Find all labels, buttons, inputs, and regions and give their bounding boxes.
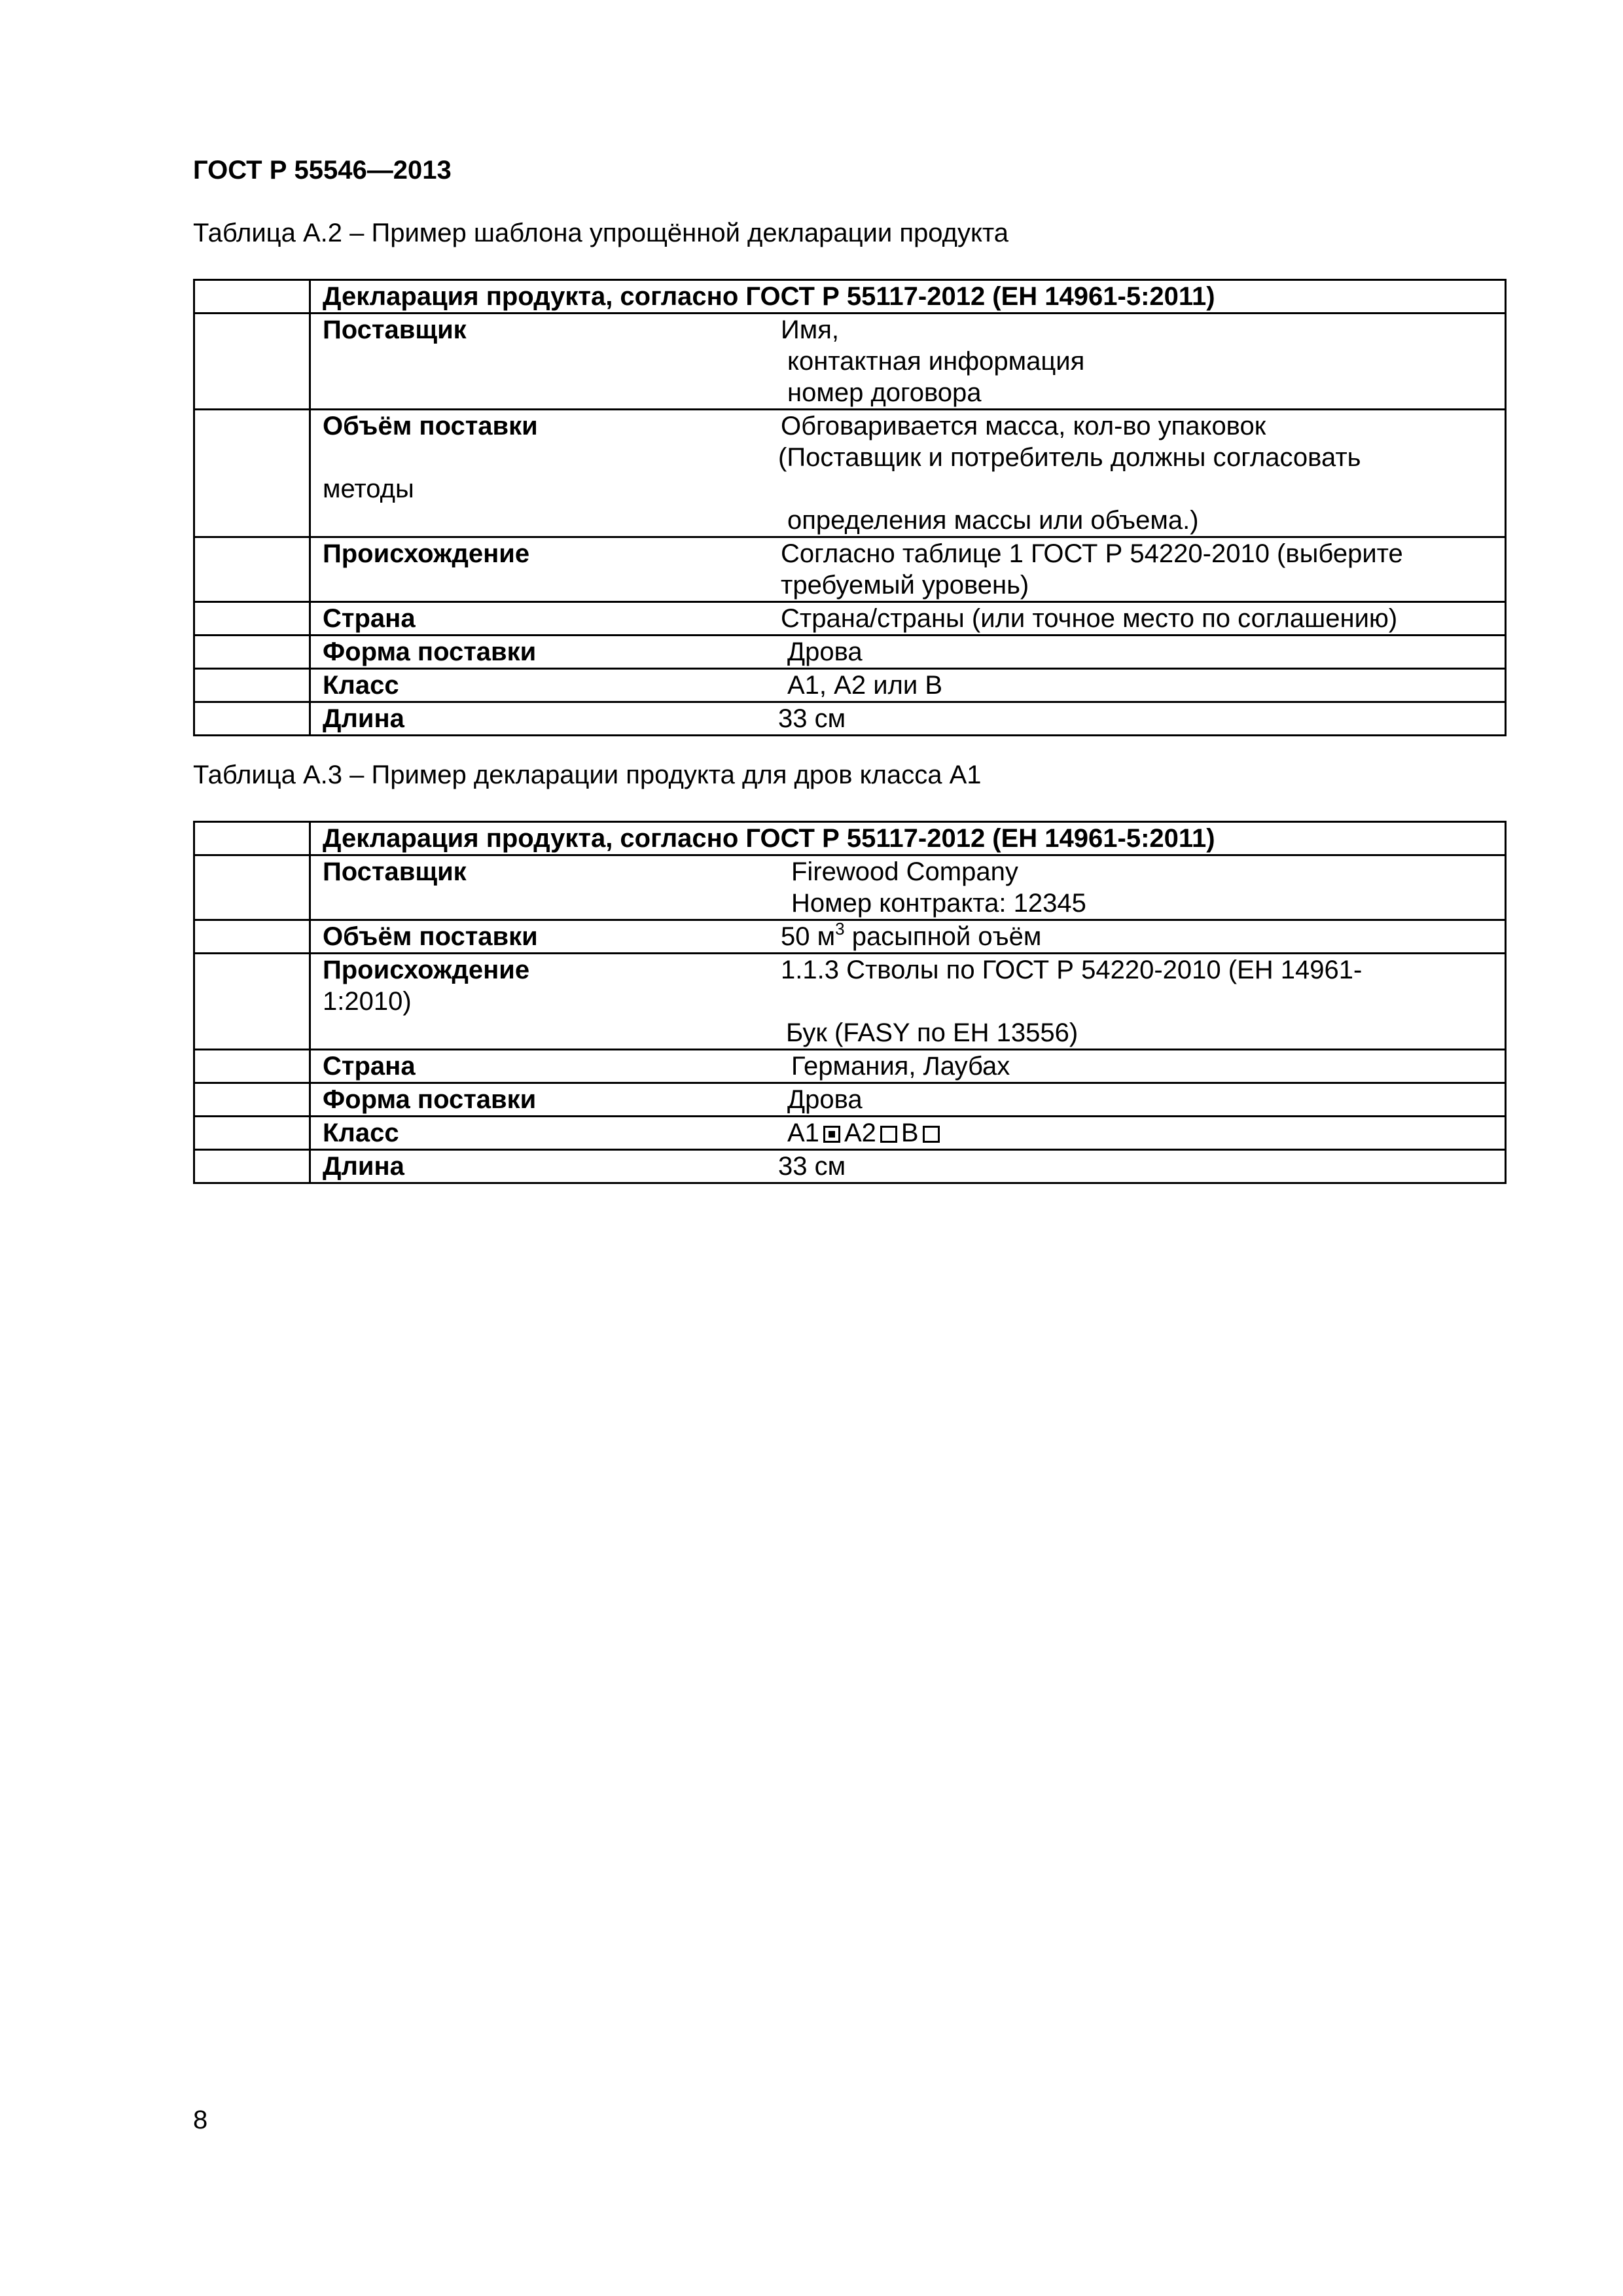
table-cell-empty — [194, 822, 310, 855]
row-value-origin — [781, 538, 1505, 601]
row-value-country: Германия, Лаубах — [791, 1052, 1010, 1081]
row-value-supplier — [781, 314, 1505, 408]
row-value-volume — [781, 921, 1505, 952]
table-row — [194, 636, 1506, 669]
row-label-class: Класс — [323, 1119, 399, 1147]
table-a2-caption: Таблица А.2 – Пример шаблона упрощённой декларации продукта — [193, 219, 1009, 247]
value-text: расыпной оъём — [844, 922, 1042, 951]
row-value-country: Страна/страны (или точное место по соглашению) — [781, 604, 1398, 633]
table-cell-empty — [194, 1050, 310, 1083]
table-row — [194, 537, 1506, 602]
table-header-cell — [310, 822, 1506, 855]
table-cell-empty — [194, 636, 310, 669]
value-line: Имя, — [781, 315, 840, 344]
row-label-origin: Происхождение — [323, 539, 530, 568]
table-a2 — [193, 279, 1507, 736]
table-cell — [310, 702, 1506, 736]
table-cell — [310, 954, 1506, 1050]
table-row — [194, 1083, 1506, 1117]
row-label-supplier: Поставщик — [323, 857, 467, 886]
value-line: Бук (FASY по ЕН 13556) — [786, 1018, 1079, 1047]
table-cell — [310, 1050, 1506, 1083]
value-line: методы — [323, 475, 414, 503]
value-line: 1.1.3 Стволы по ГОСТ Р 54220-2010 (ЕН 14961- — [781, 956, 1363, 984]
value-line: Обговаривается масса, кол-во упаковок — [781, 412, 1266, 440]
value-line: Firewood Company — [791, 857, 1018, 886]
declaration-title: Декларация продукта, согласно ГОСТ Р 55117-2012 (ЕН 14961-5:2011) — [323, 282, 1215, 311]
table-header-cell — [310, 280, 1506, 314]
row-label-volume: Объём поставки — [323, 412, 538, 440]
table-cell — [310, 669, 1506, 702]
row-label-form: Форма поставки — [323, 637, 537, 666]
page-number: 8 — [193, 2106, 208, 2134]
row-label-origin: Происхождение — [323, 956, 530, 984]
value-line: номер договора — [787, 378, 982, 407]
row-label-country: Страна — [323, 1052, 416, 1081]
row-label-class: Класс — [323, 671, 399, 700]
row-label-length: Длина — [323, 704, 404, 733]
value-text: 50 м — [781, 922, 836, 951]
value-line: Согласно таблице 1 ГОСТ Р 54220-2010 (выберите — [781, 539, 1403, 568]
row-value-class: А1, А2 или В — [787, 671, 943, 700]
table-row — [194, 920, 1506, 954]
table-cell — [310, 1083, 1506, 1117]
table-cell — [310, 1150, 1506, 1183]
table-cell — [310, 314, 1506, 410]
table-cell-empty — [194, 314, 310, 410]
table-cell — [310, 636, 1506, 669]
checkbox-a1[interactable] — [823, 1126, 840, 1143]
table-cell-empty — [194, 602, 310, 636]
row-value-origin — [781, 954, 1505, 986]
table-row — [194, 280, 1506, 314]
table-cell-empty — [194, 855, 310, 920]
table-cell-empty — [194, 954, 310, 1050]
row-label-supplier: Поставщик — [323, 315, 467, 344]
table-cell — [310, 920, 1506, 954]
document-header: ГОСТ Р 55546—2013 — [193, 156, 452, 185]
row-value-length: 33 см — [778, 1152, 846, 1181]
table-row — [194, 410, 1506, 537]
table-cell — [310, 410, 1506, 537]
table-row — [194, 1050, 1506, 1083]
table-cell-empty — [194, 537, 310, 602]
row-label-form: Форма поставки — [323, 1085, 537, 1114]
row-label-volume: Объём поставки — [323, 922, 538, 951]
table-row — [194, 702, 1506, 736]
row-label-country: Страна — [323, 604, 416, 633]
table-cell-empty — [194, 1117, 310, 1150]
table-row — [194, 1117, 1506, 1150]
table-cell-empty — [194, 410, 310, 537]
table-a3-caption: Таблица А.3 – Пример декларации продукта для дров класса А1 — [193, 761, 982, 789]
class-option-label: А2 — [844, 1119, 876, 1147]
table-row — [194, 822, 1506, 855]
row-label-length: Длина — [323, 1152, 404, 1181]
table-row — [194, 314, 1506, 410]
class-option-label: В — [901, 1119, 919, 1147]
value-line: контактная информация — [787, 347, 1085, 376]
checkbox-a2[interactable] — [880, 1126, 897, 1143]
table-row — [194, 855, 1506, 920]
row-value-length: 33 см — [778, 704, 846, 733]
class-option-label: А1 — [787, 1119, 819, 1147]
table-cell — [310, 855, 1506, 920]
row-value-supplier — [781, 856, 1505, 919]
table-row — [194, 954, 1506, 1050]
table-cell-empty — [194, 920, 310, 954]
table-row — [194, 602, 1506, 636]
value-line: определения массы или объема.) — [787, 506, 1199, 535]
row-value-volume — [778, 410, 1505, 473]
row-value-class — [781, 1117, 1505, 1149]
declaration-title: Декларация продукта, согласно ГОСТ Р 55117-2012 (ЕН 14961-5:2011) — [323, 824, 1215, 853]
table-cell-empty — [194, 1150, 310, 1183]
row-value-form: Дрова — [787, 1085, 863, 1114]
table-cell-empty — [194, 702, 310, 736]
table-cell — [310, 537, 1506, 602]
table-row — [194, 1150, 1506, 1183]
table-cell-empty — [194, 280, 310, 314]
table-cell-empty — [194, 1083, 310, 1117]
value-line: Номер контракта: 12345 — [791, 889, 1086, 918]
superscript: 3 — [835, 919, 845, 939]
checkbox-b[interactable] — [923, 1126, 940, 1143]
table-row — [194, 669, 1506, 702]
table-cell-empty — [194, 669, 310, 702]
value-line: требуемый уровень) — [781, 571, 1029, 600]
value-line: (Поставщик и потребитель должны согласовать — [778, 443, 1361, 472]
table-cell — [310, 1117, 1506, 1150]
table-cell — [310, 602, 1506, 636]
value-line: 1:2010) — [323, 987, 412, 1016]
row-value-form: Дрова — [787, 637, 863, 666]
table-a3 — [193, 821, 1507, 1184]
